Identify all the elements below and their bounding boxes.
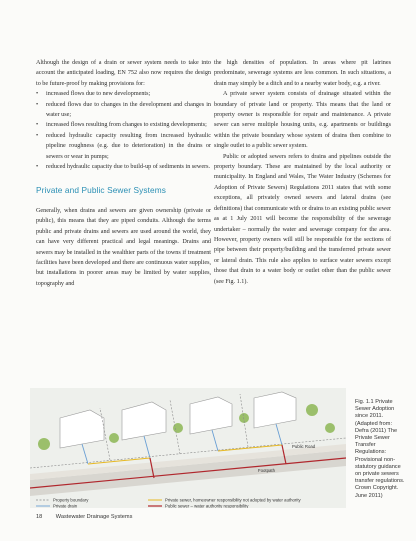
list-item: • increased flows due to new developments; xyxy=(36,89,211,99)
page-number: 18 xyxy=(36,514,43,520)
left-column xyxy=(36,58,211,289)
list-item: • reduced flows due to changes in the development and changes in water use; xyxy=(36,100,211,121)
paragraph: the high densities of population. In areas where pit latrines predominate, sewerage systems are less common. In such situations, a drain may simply be a ditch and to a nearby water body, e.g. a river. xyxy=(214,60,391,87)
public-road-label: Public Road xyxy=(292,444,316,449)
section-paragraph: Generally, when drains and sewers are given ownership (private or public), this means that they are piped conduits. Although the terms public and private drains and sewers are used around the world, they can have very different practical and legal meanings. Drains and sewers may be installed in the wealthier parts of the towns if treatment facilities have been developed and there are continuous water supplies, but installations in poorer areas may be limited by water supplies, topography and xyxy=(36,207,211,287)
legend-private-drain: Private drain xyxy=(53,503,78,508)
section-heading: Private and Public Sewer Systems xyxy=(36,185,167,196)
figure-caption: Fig. 1.1 Private Sewer Adoption since 2011. (Adapted from: Defra (2011) The Private Sewer Transfer Regulations: Provisional non-statutory guidance on private sewers transfer regulations. Crown Copyright. June 2011) xyxy=(355,399,405,499)
list-item: • reduced hydraulic capacity due to build-up of sediments in sewers. xyxy=(36,162,211,172)
sewer-adoption-figure xyxy=(30,388,346,508)
paragraph: A private sewer system consists of drainage situated within the boundary of private land or property. This means that the land or property owner is responsible for repair and maintenance. A private sewer can serve multiple housing units, e.g. apartments or buildings within the private boundary whose system of drains then combine to single outlet to a public sewer system. xyxy=(214,91,391,150)
intro-paragraph: Although the design of a drain or sewer system needs to take into account the anticipated loading, EN 752 also now requires the design to be future-proof by making provisions for: xyxy=(36,60,211,87)
running-title: Wastewater Drainage Systems xyxy=(55,514,133,520)
legend-property-boundary: Property boundary xyxy=(53,497,89,503)
list-item: • reduced hydraulic capacity resulting from increased hydraulic pipeline roughness (e.g. due to deterioration) in the drains or sewers or wear in pumps; xyxy=(36,131,211,162)
legend-private-sewer: Private sewer, homeowner responsibility not adopted by water authority xyxy=(165,497,301,503)
figure-illustration xyxy=(30,388,346,508)
legend-public-sewer: Public sewer – water authority responsibility xyxy=(165,503,249,508)
right-column xyxy=(214,58,391,287)
page-footer xyxy=(36,514,132,520)
footpath-label: Footpath xyxy=(258,468,275,473)
list-item: • increased flows resulting from changes to existing developments; xyxy=(36,120,211,130)
provisions-list xyxy=(36,89,211,172)
paragraph: Public or adopted sewers refers to drains and pipelines outside the property boundary. These are maintained by the local authority or municipality. In England and Wales, The Water Industry (Schemes for Adoption of Private Sewers) Regulations 2011 states that with some exceptions, all privately owned sewers and lateral drains (see definitions) that communicate with or drains to an existing public sewer as at 1 July 2011 will become the responsibility of the sewerage undertaker – normally the water and sewerage company for the area. However, property owners will still be responsible for the sections of pipe between their property/building and the transferred private sewer or lateral drain. This rule also applies to surface water sewers except those that drain to a water body or outlet other than the public sewer (see Fig. 1.1). xyxy=(214,153,391,285)
